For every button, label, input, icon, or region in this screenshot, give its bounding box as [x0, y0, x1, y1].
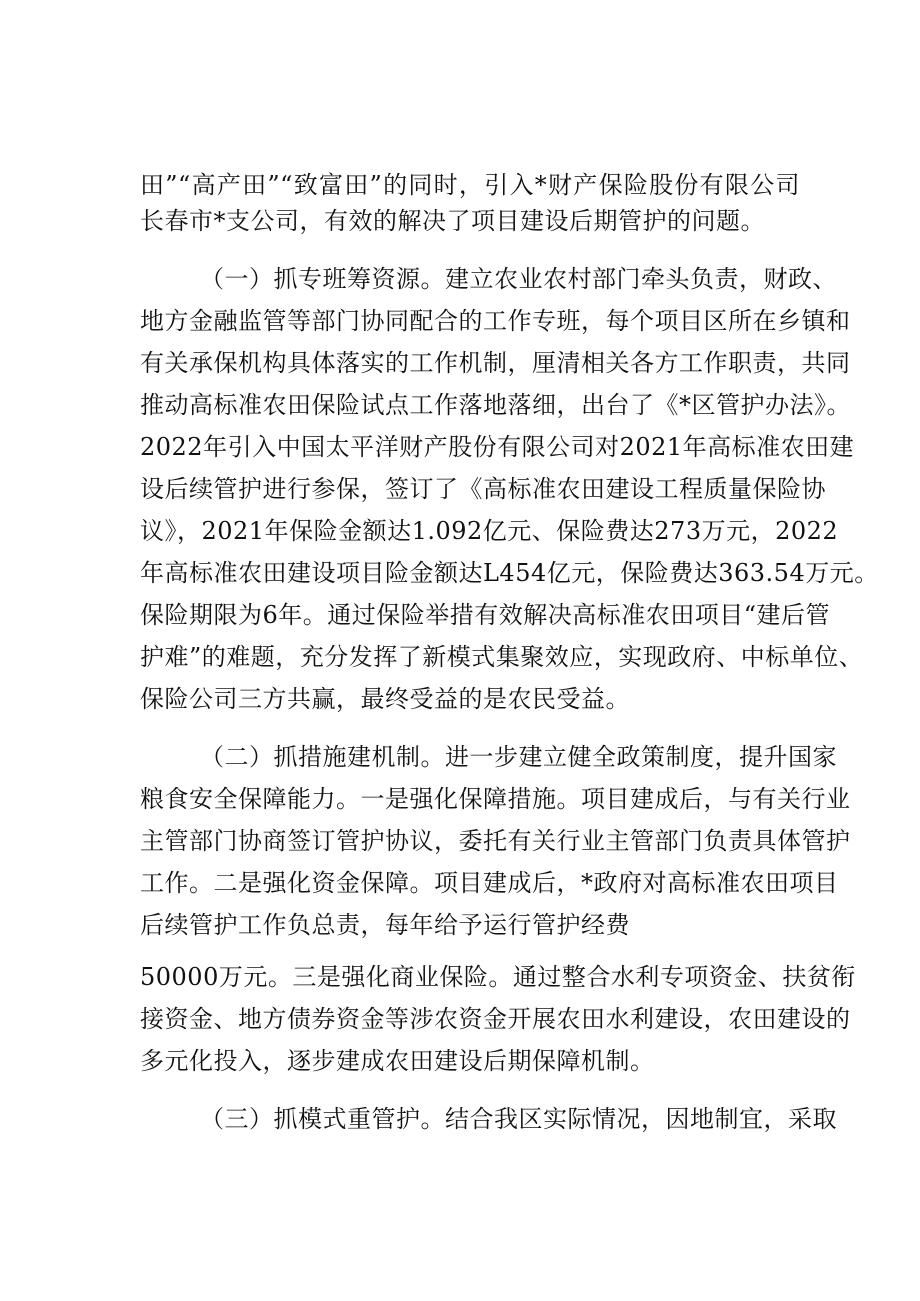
- paragraph-line: 主管部门协商签订管护协议，委托有关行业主管部门负责具体管护: [140, 827, 851, 855]
- section-heading-line: （三）抓模式重管护。结合我区实际情况，因地制宜，采取: [200, 1105, 837, 1133]
- paragraph-line: 议》，2021年保险金额达1.092亿元、保险费达273万元，2022: [140, 517, 839, 545]
- section-heading-line: （二）抓措施建机制。进一步建立健全政策制度，提升国家: [200, 743, 837, 771]
- paragraph-line: 后续管护工作负总责，每年给予运行管护经费: [140, 911, 630, 939]
- paragraph-line: 2022年引入中国太平洋财产股份有限公司对2021年高标准农田建: [140, 433, 855, 461]
- paragraph-line: 多元化投入，逐步建成农田建设后期保障机制。: [140, 1047, 655, 1075]
- paragraph-line: 保险公司三方共赢，最终受益的是农民受益。: [140, 685, 630, 713]
- paragraph-line: 年高标准农田建设项目险金额达L454亿元，保险费达363.54万元。: [140, 559, 879, 587]
- paragraph-line: 接资金、地方债券资金等涉农资金开展农田水利建设，农田建设的: [140, 1005, 851, 1033]
- paragraph-line: 粮食安全保障能力。一是强化保障措施。项目建成后，与有关行业: [140, 785, 851, 813]
- paragraph-line: 50000万元。三是强化商业保险。通过整合水利专项资金、扶贫衔: [140, 963, 856, 991]
- paragraph-line: 推动高标准农田保险试点工作落地落细，出台了《*区管护办法》。: [140, 391, 851, 419]
- paragraph-line: 长春市*支公司，有效的解决了项目建设后期管护的问题。: [140, 207, 765, 235]
- paragraph-line: 护难”的难题，充分发挥了新模式集聚效应，实现政府、中标单位、: [140, 643, 864, 671]
- section-heading-line: （一）抓专班筹资源。建立农业农村部门牵头负责，财政、: [200, 265, 837, 293]
- paragraph-line: 地方金融监管等部门协同配合的工作专班，每个项目区所在乡镇和: [140, 307, 851, 335]
- paragraph-line: 设后续管护进行参保，签订了《高标准农田建设工程质量保险协: [140, 475, 826, 503]
- paragraph-line: 田”“高产田”“致富田”的同时，引入*财产保险股份有限公司: [140, 171, 800, 199]
- paragraph-line: 保险期限为6年。通过保险举措有效解决高标准农田项目“建后管: [140, 601, 831, 629]
- paragraph-line: 有关承保机构具体落实的工作机制，厘清相关各方工作职责，共同: [140, 349, 851, 377]
- paragraph-line: 工作。二是强化资金保障。项目建成后，*政府对高标准农田项目: [140, 869, 839, 897]
